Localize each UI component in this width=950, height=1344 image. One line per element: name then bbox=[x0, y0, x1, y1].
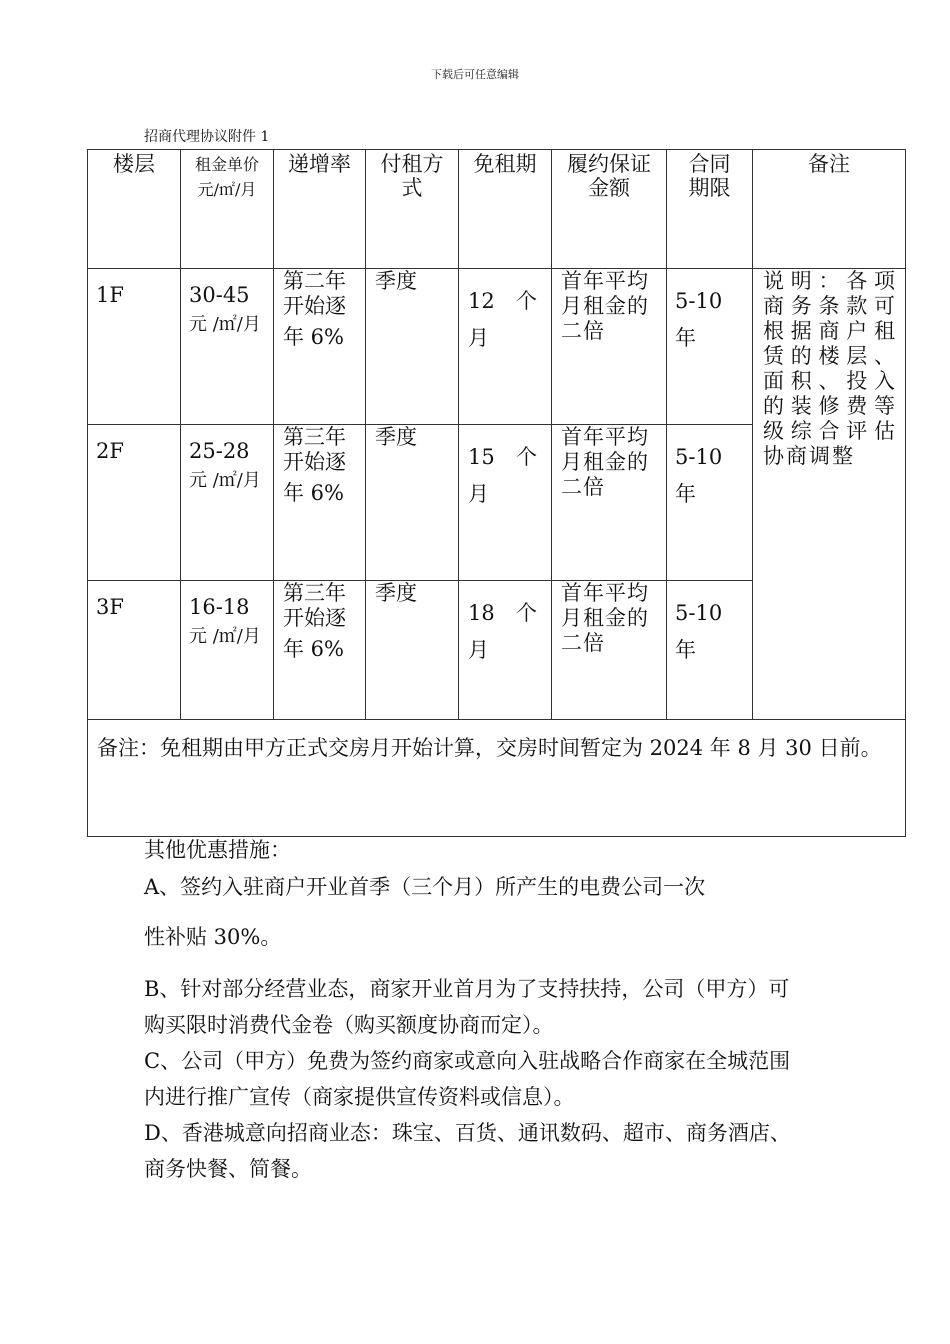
measure-d: D、香港城意向招商业态：珠宝、百货、通讯数码、超市、商务酒店、商务快餐、简餐。 bbox=[144, 1121, 791, 1181]
increase-text: 第三年开始逐 bbox=[283, 581, 346, 630]
table-note: 备注：免租期由甲方正式交房月开始计算，交房时间暂定为 2024 年 8 月 30 日前。 bbox=[97, 736, 882, 760]
table-header-row bbox=[88, 150, 906, 269]
rent-free-unit: 个 bbox=[516, 445, 537, 469]
rent-free-unit: 个 bbox=[516, 289, 537, 313]
deposit-cell: 首年平均月租金的二倍 bbox=[561, 425, 649, 499]
table-note-row bbox=[88, 720, 906, 837]
term-years: 5-10 bbox=[675, 289, 723, 313]
term-unit: 年 bbox=[675, 638, 696, 662]
measure-b: B、针对部分经营业态，商家开业首月为了支持扶持，公司（甲方）可购买限时消费代金卷（购买额度协商而定）。 bbox=[144, 977, 790, 1037]
rent-free-unit-month: 月 bbox=[468, 326, 489, 350]
price-cell: 16-18 bbox=[189, 595, 250, 619]
deposit-cell: 首年平均月租金的二倍 bbox=[561, 269, 649, 343]
rent-free-months: 12 bbox=[468, 289, 495, 313]
term-unit: 年 bbox=[675, 482, 696, 506]
measure-c: C、公司（甲方）免费为签约商家或意向入驻战略合作商家在全城范围内进行推广宣传（商家提供宣传资料或信息）。 bbox=[144, 1049, 791, 1109]
deposit-cell: 首年平均月租金的二倍 bbox=[561, 581, 649, 655]
term-years: 5-10 bbox=[675, 601, 723, 625]
floor-cell: 1F bbox=[96, 283, 124, 307]
page-header: 下载后可任意编辑 bbox=[431, 68, 519, 81]
increase-rate: 年 6% bbox=[283, 325, 344, 349]
remark-cell: 说明：各项商务条款可根据商户租赁的楼层、面积、投入的装修费等级综合评估协商调整 bbox=[763, 269, 897, 468]
rent-free-months: 15 bbox=[468, 445, 495, 469]
floor-cell: 3F bbox=[96, 595, 124, 619]
header-rent-free: 免租期 bbox=[459, 150, 552, 269]
measure-a-line1: A、签约入驻商户开业首季（三个月）所产生的电费公司一次 bbox=[144, 875, 706, 899]
floor-cell: 2F bbox=[96, 439, 124, 463]
increase-text: 第二年开始逐 bbox=[283, 269, 346, 318]
payment-cell: 季度 bbox=[375, 425, 417, 449]
measure-a-line2: 性补贴 30%。 bbox=[144, 925, 282, 949]
price-unit: 元 /㎡/月 bbox=[189, 470, 261, 491]
header-floor: 楼层 bbox=[88, 150, 181, 269]
rent-terms-table bbox=[87, 149, 906, 837]
term-years: 5-10 bbox=[675, 445, 723, 469]
attachment-title: 招商代理协议附件 1 bbox=[144, 129, 270, 145]
price-unit: 元 /㎡/月 bbox=[189, 626, 261, 647]
header-term: 合同期限 bbox=[667, 150, 753, 269]
other-measures bbox=[144, 836, 809, 1187]
payment-cell: 季度 bbox=[375, 581, 417, 605]
increase-rate: 年 6% bbox=[283, 637, 344, 661]
rent-free-unit-month: 月 bbox=[468, 482, 489, 506]
payment-cell: 季度 bbox=[375, 269, 417, 293]
rent-free-unit: 个 bbox=[516, 601, 537, 625]
table-row bbox=[88, 269, 906, 425]
term-unit: 年 bbox=[675, 326, 696, 350]
rent-free-unit-month: 月 bbox=[468, 638, 489, 662]
header-remark: 备注 bbox=[753, 150, 906, 269]
increase-text: 第三年开始逐 bbox=[283, 425, 346, 474]
rent-free-months: 18 bbox=[468, 601, 495, 625]
header-deposit: 履约保证金额 bbox=[552, 150, 667, 269]
price-cell: 25-28 bbox=[189, 439, 250, 463]
price-unit: 元 /㎡/月 bbox=[189, 314, 261, 335]
header-price: 租金单价元/㎡/月 bbox=[181, 150, 274, 269]
header-payment: 付租方式 bbox=[366, 150, 459, 269]
price-cell: 30-45 bbox=[189, 283, 250, 307]
increase-rate: 年 6% bbox=[283, 481, 344, 505]
header-increase: 递增率 bbox=[274, 150, 366, 269]
measures-title: 其他优惠措施： bbox=[144, 838, 291, 862]
